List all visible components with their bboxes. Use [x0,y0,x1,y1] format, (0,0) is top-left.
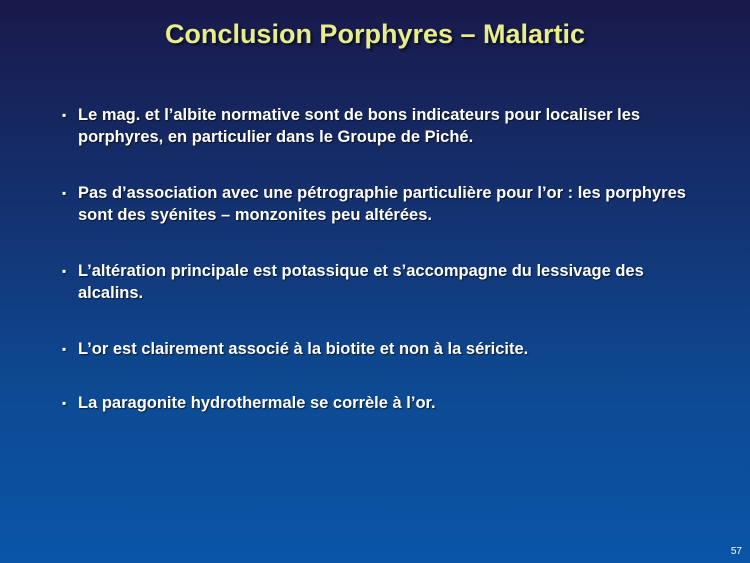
bullet-text: L’altération principale est potassique et s’accompagne du lessivage des alcalins. [78,262,644,302]
bullet-marker-icon: ▪ [62,264,67,278]
bullet-list [62,104,702,414]
bullet-marker-icon: ▪ [62,396,67,410]
bullet-marker-icon: ▪ [62,342,67,356]
bullet-item [62,104,702,148]
bullet-item [62,338,702,360]
bullet-item [62,182,702,226]
bullet-text: Le mag. et l’albite normative sont de bons indicateurs pour localiser les porphyres, en particulier dans le Groupe de Piché. [78,106,641,146]
page-number: 57 [730,546,742,557]
bullet-item [62,260,702,304]
bullet-text: L’or est clairement associé à la biotite et non à la séricite. [78,340,529,358]
bullet-text: La paragonite hydrothermale se corrèle à l’or. [78,394,436,412]
bullet-text: Pas d’association avec une pétrographie particulière pour l’or : les porphyres sont des syénites – monzonites peu altérées. [78,184,686,224]
bullet-marker-icon: ▪ [62,186,67,200]
bullet-marker-icon: ▪ [62,108,67,122]
slide-title: Conclusion Porphyres – Malartic [164,19,586,49]
bullet-item [62,392,702,414]
